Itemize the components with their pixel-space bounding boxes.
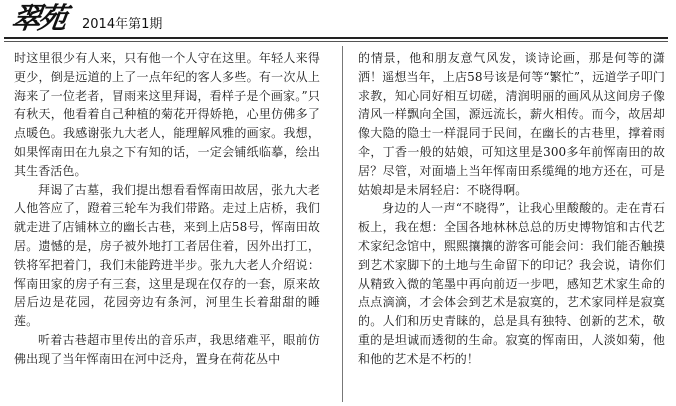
magazine-logo: 翠苑: [9, 1, 67, 35]
right-column: [358, 49, 665, 369]
left-column: [14, 49, 320, 369]
page-header: [8, 0, 668, 40]
paragraph: 身边的人一声“不晓得”，让我心里酸酸的。走在青石板上，我在想：全国各地林林总总的历史博物馆和古代艺术家纪念馆中，熙熙攘攘的游客可能会问：我们能否触摸到艺术家脚下的土地与生命留下的印记？我会说，请你们从精致入微的笔墨中再向前迈一步吧，感知艺术家生命的点点滴滴，才会体会到艺术是寂寞的，艺术家同样是寂寞的。人们和历史青睐的，总是具有独特、创新的艺术，敬重的是坦诚而透彻的生命。寂寞的恽南田，人淡如菊，他和他的艺术是不朽的！: [358, 201, 665, 366]
paragraph: 听着古巷超市里传出的音乐声，我思绪难平，眼前仿佛出现了当年恽南田在河中泛舟，置身在荷花丛中: [14, 332, 320, 366]
paragraph: 时这里很少有人来，只有他一个人守在这里。年轻人来得更少，倒是远道的上了一点年纪的客人多些。有一次从上海来了一位老者，冒雨来这里拜谒，看样子是个画家。”只有秋天，他看着自己种植的菊花开得娇艳，心里仿佛多了点暖色。我感谢张九大老人，能理解风雅的画家。我想，如果恽南田在九泉之下有知的话，一定会铺纸临摹，绘出其生香活色。: [14, 51, 320, 178]
issue-label: 2014年第1期: [82, 17, 163, 32]
header-rule: [4, 37, 668, 39]
header-rule-thin: [4, 41, 668, 42]
paragraph: 的情景，他和朋友意气风发，谈诗论画，那是何等的潇洒！遥想当年，上店58号该是何等“繁忙”，远道学子叩门求教，知心同好相互切磋，清润明丽的画风从这间房子像清风一样飘向全国，源远流长，薪火相传。而今，故居却像大隐的隐士一样混同于民间，在幽长的古巷里，撑着雨伞，丁香一般的姑娘，可知这里是300多年前恽南田的故居？尽管，对面墙上当年恽南田系缆绳的地方还在，可是姑娘却是未屑轻启：不晓得啊。: [358, 51, 665, 197]
column-divider: [342, 46, 343, 402]
paragraph: 拜谒了古墓，我们提出想看看恽南田故居，张九大老人他答应了，蹬着三轮车为我们带路。走过上店桥，我们就走进了店铺林立的幽长古巷，来到上店58号，恽南田故居。遗憾的是，房子被外地打工者居住着，因外出打工，铁将军把着门，我们未能跨进半步。张九大老人介绍说：恽南田家的房子有三套，这里是现在仅存的一套，原来故居后边是花园，花园旁边有条河，河里生长着甜甜的睡莲。: [14, 182, 320, 329]
